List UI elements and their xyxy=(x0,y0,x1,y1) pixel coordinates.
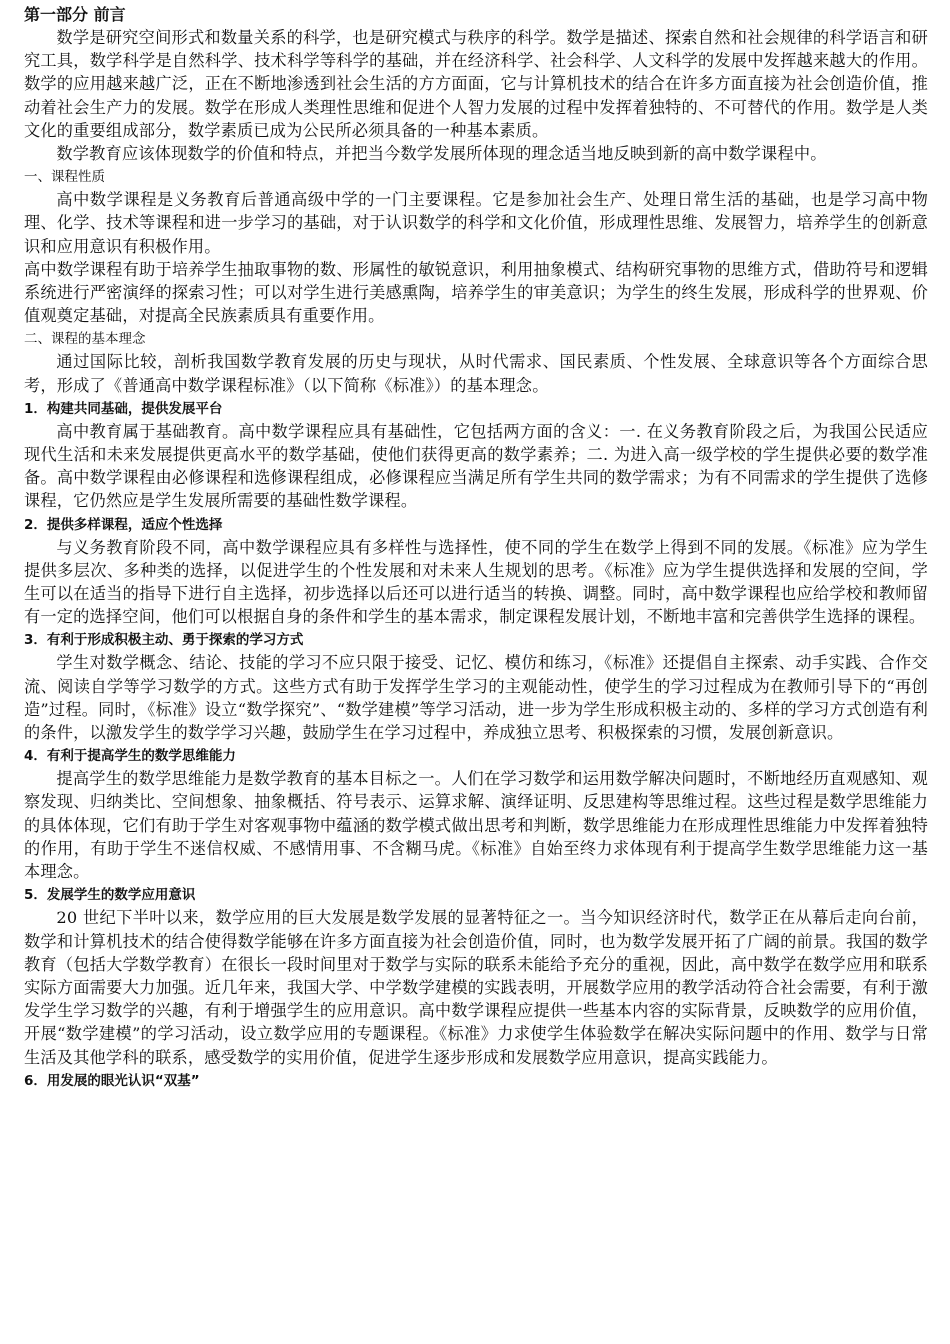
item-heading-3: 3．有利于形成积极主动、勇于探索的学习方式 xyxy=(24,632,304,649)
body-paragraph: 20 世纪下半叶以来，数学应用的巨大发展是数学发展的显著特征之一。当今知识经济时代，数学正在从幕后走向台前，数学和计算机技术的结合使得数学能够在许多方面直接为社会创造价值，同时，也为数学发展开拓了广阔的前景。我国的数学教育（包括大学数学教育）在很长一段时间里对于数学与实际的联系未能给予充分的重视，因此，高中数学在数学应用和联系实际方面需要大力加强。近几年来，我国大学、中学数学建模的实践表明，开展数学应用的教学活动符合社会需要，有利于激发学生学习数学的兴趣，有利于增强学生的应用意识。高中数学课程应提供一些基本内容的实际背景，反映数学的应用价值，开展“数学建模”的学习活动，设立数学应用的专题课程。《标准》力求使学生体验数学在解决实际问题中的作用、数学与日常生活及其他学科的联系，感受数学的实用价值，促进学生逐步形成和发展数学应用意识，提高实践能力。 xyxy=(24,908,928,1067)
section-heading-basic-ideas: 二、课程的基本理念 xyxy=(24,331,146,348)
body-paragraph: 高中数学课程是义务教育后普通高级中学的一门主要课程。它是参加社会生产、处理日常生活的基础，也是学习高中物理、化学、技术等课程和进一步学习的基础，对于认识数学的科学和文化价值，形成理性思维、发展智力，培养学生的创新意识和应用意识有积极作用。 xyxy=(24,190,928,256)
body-paragraph: 通过国际比较，剖析我国数学教育发展的历史与现状，从时代需求、国民素质、个性发展、全球意识等各个方面综合思考，形成了《普通高中数学课程标准》（以下简称《标准》）的基本理念。 xyxy=(24,352,928,395)
intro-paragraph: 数学教育应该体现数学的价值和特点，并把当今数学发展所体现的理念适当地反映到新的高中数学课程中。 xyxy=(56,144,827,164)
item-heading-4: 4．有利于提高学生的数学思维能力 xyxy=(24,748,236,765)
body-paragraph: 高中数学课程有助于培养学生抽取事物的数、形属性的敏锐意识，利用抽象模式、结构研究事物的思维方式，借助符号和逻辑系统进行严密演绎的探索习性；可以对学生进行美感熏陶，培养学生的审美意识；为学生的终生发展，形成科学的世界观、价值观奠定基础，对提高全民族素质具有重要作用。 xyxy=(24,259,928,326)
item-heading-6: 6．用发展的眼光认识“双基” xyxy=(24,1072,200,1089)
item-heading-5: 5．发展学生的数学应用意识 xyxy=(24,887,196,904)
item-heading-1: 1．构建共同基础，提供发展平台 xyxy=(24,400,223,417)
body-paragraph: 学生对数学概念、结论、技能的学习不应只限于接受、记忆、模仿和练习，《标准》还提倡自主探索、动手实践、合作交流、阅读自学等学习数学的方式。这些方式有助于发挥学生学习的主观能动性，使学生的学习过程成为在教师引导下的“再创造”过程。同时，《标准》设立“数学探究”、“数学建模”等学习活动，进一步为学生形成积极主动的、多样的学习方式创造有利的条件，以激发学生的数学学习兴趣，鼓励学生在学习过程中，养成独立思考、积极探索的习惯，发展创新意识。 xyxy=(24,653,928,743)
intro-paragraph: 数学是研究空间形式和数量关系的科学，也是研究模式与秩序的科学。数学是描述、探索自然和社会规律的科学语言和研究工具，数学科学是自然科学、技术科学等科学的基础，并在经济科学、社会科学、人文科学的发展中发挥越来越大的作用。数学的应用越来越广泛，正在不断地渗透到社会生活的方方面面，它与计算机技术的结合在许多方面直接为社会创造价值，推动着社会生产力的发展。数学在形成人类理性思维和促进个人智力发展的过程中发挥着独特的、不可替代的作用。数学是人类文化的重要组成部分，数学素质已成为公民所必须具备的一种基本素质。 xyxy=(24,28,928,140)
body-paragraph: 高中教育属于基础教育。高中数学课程应具有基础性，它包括两方面的含义：一. 在义务教育阶段之后，为我国公民适应现代生活和未来发展提供更高水平的数学基础，使他们获得更高的数学素养；二. 为进入高一级学校的学生提供必要的数学准备。高中数学课程由必修课程和选修课程组成，必修课程应当满足所有学生共同的数学需求；为有不同需求的学生提供了选修课程，它仍然应是学生发展所需要的基础性数学课程。 xyxy=(24,421,928,511)
item-heading-2: 2．提供多样课程，适应个性选择 xyxy=(24,516,223,533)
body-paragraph: 与义务教育阶段不同，高中数学课程应具有多样性与选择性，使不同的学生在数学上得到不同的发展。《标准》应为学生提供多层次、多种类的选择，以促进学生的个性发展和对未来人生规划的思考。《标准》应为学生提供选择和发展的空间，学生可以在适当的指导下进行自主选择，初步选择以后还可以进行适当的转换、调整。同时，高中数学课程也应给学校和教师留有一定的选择空间，他们可以根据自身的条件和学生的基本需求，制定课程发展计划，不断地丰富和完善供学生选择的课程。 xyxy=(24,537,928,627)
section-heading-course-nature: 一、课程性质 xyxy=(24,169,105,186)
body-paragraph: 提高学生的数学思维能力是数学教育的基本目标之一。人们在学习数学和运用数学解决问题时，不断地经历直观感知、观察发现、归纳类比、空间想象、抽象概括、符号表示、运算求解、演绎证明、反思建构等思维过程。这些过程是数学思维能力的具体体现，它们有助于学生对客观事物中蕴涵的数学模式做出思考和判断，数学思维能力在形成理性思维能力中发挥着独特的作用，有助于学生不迷信权威、不感情用事、不含糊马虎。《标准》自始至终力求体现有利于提高学生数学思维能力这一基本理念。 xyxy=(24,769,928,882)
page-title: 第一部分 前言 xyxy=(24,5,126,24)
